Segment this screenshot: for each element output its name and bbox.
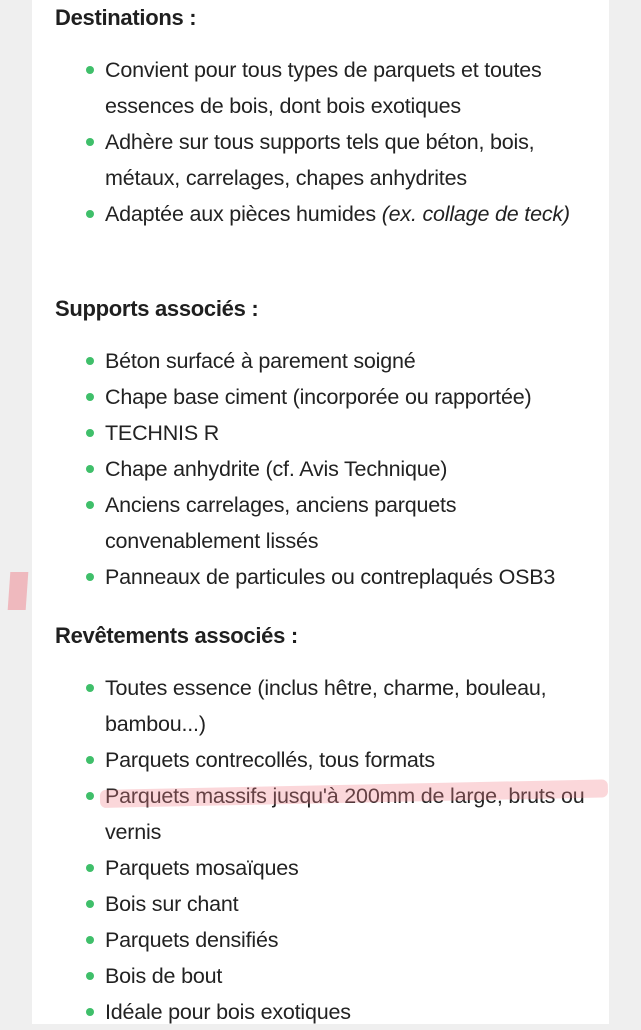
list-item-text: Parquets massifs jusqu'à 200mm de large, bruts ou vernis <box>105 784 585 844</box>
list-item <box>105 379 595 415</box>
list-item <box>105 958 595 994</box>
bullet-icon <box>86 210 94 218</box>
bullet-icon <box>86 756 94 764</box>
list-item <box>105 52 595 124</box>
list-item-text: Adaptée aux pièces humides <box>105 202 382 226</box>
bullet-icon <box>86 792 94 800</box>
list-item-text: Toutes essence (inclus hêtre, charme, bouleau, bambou...) <box>105 676 547 736</box>
list-item-text: Béton surfacé à parement soigné <box>105 349 416 373</box>
list-item-text: Parquets densifiés <box>105 928 279 952</box>
section-destinations <box>55 0 595 232</box>
list-item-note: (ex. collage de teck) <box>381 202 570 226</box>
list-item-text: Adhère sur tous supports tels que béton, bois, métaux, carrelages, chapes anhydrites <box>105 130 535 190</box>
list-item <box>105 850 595 886</box>
bullet-icon <box>86 393 94 401</box>
list-item <box>105 343 595 379</box>
section-supports <box>55 291 595 595</box>
list-item <box>105 451 595 487</box>
bullet-icon <box>86 429 94 437</box>
bullet-icon <box>86 357 94 365</box>
list-item-text: Bois de bout <box>105 964 223 988</box>
content-card <box>32 0 609 1024</box>
bullet-list <box>55 52 595 232</box>
list-item <box>105 886 595 922</box>
list-item-text: Bois sur chant <box>105 892 239 916</box>
list-item <box>105 922 595 958</box>
list-item <box>105 124 595 196</box>
list-item <box>105 994 595 1030</box>
bullet-icon <box>86 465 94 473</box>
list-item <box>105 196 595 232</box>
list-item-text: Panneaux de particules ou contreplaqués OSB3 <box>105 565 556 589</box>
bullet-icon <box>86 501 94 509</box>
section-heading: Supports associés : <box>55 296 259 321</box>
list-item-text: Parquets contrecollés, tous formats <box>105 748 435 772</box>
bullet-icon <box>86 972 94 980</box>
section-heading: Destinations : <box>55 5 197 30</box>
list-item <box>105 415 595 451</box>
section-revetements <box>55 618 595 1030</box>
list-item-text: TECHNIS R <box>105 421 220 445</box>
bullet-icon <box>86 1008 94 1016</box>
list-item-text: Anciens carrelages, anciens parquets convenablement lissés <box>105 493 457 553</box>
list-item-text: Parquets mosaïques <box>105 856 299 880</box>
list-item-text: Idéale pour bois exotiques <box>105 1000 351 1024</box>
bullet-icon <box>86 573 94 581</box>
margin-highlight-mark <box>8 572 29 610</box>
bullet-icon <box>86 684 94 692</box>
bullet-list <box>55 670 595 1030</box>
list-item <box>105 487 595 559</box>
bullet-icon <box>86 900 94 908</box>
list-item <box>105 670 595 742</box>
section-heading: Revêtements associés : <box>55 623 298 648</box>
bullet-list <box>55 343 595 595</box>
bullet-icon <box>86 66 94 74</box>
list-item <box>105 559 595 595</box>
bullet-icon <box>86 138 94 146</box>
list-item-text: Chape anhydrite (cf. Avis Technique) <box>105 457 448 481</box>
list-item-text: Chape base ciment (incorporée ou rapportée) <box>105 385 532 409</box>
bullet-icon <box>86 864 94 872</box>
list-item-text: Convient pour tous types de parquets et toutes essences de bois, dont bois exotiques <box>105 58 542 118</box>
bullet-icon <box>86 936 94 944</box>
list-item <box>105 742 595 778</box>
